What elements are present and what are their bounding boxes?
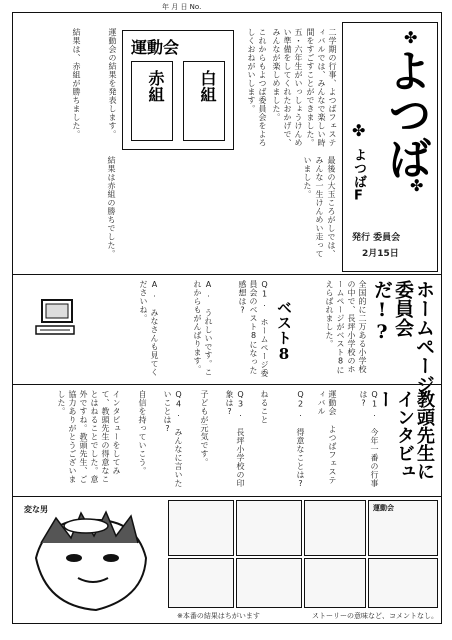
page-top-note: 年 月 日 No.: [162, 3, 202, 11]
sports-day-box: [122, 30, 234, 150]
newsletter-subtitle: よつばF: [351, 148, 366, 204]
comic-panel-4: [368, 500, 438, 556]
interview-a1: 運動会 よつばフェスティバル: [317, 390, 337, 485]
interview-title: 教頭先生にインタビュー: [374, 390, 435, 480]
sports-day-title: 運動会: [131, 38, 180, 57]
column-6: 最後の大玉ころがしでは、みんな一生けんめい走っていました。: [303, 156, 336, 258]
sports-caption: 結果は赤組の勝ちでした。: [107, 156, 116, 258]
character-label: 変な男: [24, 505, 48, 514]
column-1: 二学期の行事、よつばフェスティバルでは、みんなで楽しい時間をすごすことができました。: [306, 28, 337, 147]
interview-q3: Q3. 長坪小学校の印象は?: [225, 390, 245, 488]
comic-panel-1: [168, 500, 234, 556]
column-5: 運動会の結果を発表します。: [108, 28, 117, 139]
homepage-a1: A. うれしいです。これからもがんばります。: [193, 280, 213, 377]
homepage-best8: ベスト8: [275, 300, 293, 363]
white-team-label: 白組: [198, 70, 217, 103]
homepage-a2: A. みなさんも見てくださいね。: [139, 280, 159, 377]
issue-date: 2月15日: [362, 249, 399, 259]
interview-q4: Q4. みんなに言いたいことは?: [163, 390, 183, 488]
manga-note-left: ※本番の結果はちがいます: [177, 612, 260, 620]
computer-icon: [34, 298, 80, 338]
comic-panel-8: [368, 558, 438, 608]
newsletter-title: よつば: [380, 48, 431, 180]
homepage-title: ホームページ委員会だ!?: [371, 280, 435, 394]
interview-a3: 子どもが元気です。: [200, 390, 209, 467]
homepage-text: 全国的に二万ある小学校の中で、長坪小学校のホームページがベスト8にえらばれました。: [325, 280, 367, 375]
comic-panel-5: [168, 558, 234, 608]
flower-icon: ✤: [352, 121, 366, 140]
section-divider: [12, 274, 442, 275]
column-2: 五・六年生がいっしょうけんめい準備をしてくれたおかげで、みんなが楽しめました。: [272, 28, 303, 147]
comic-title: 運動会: [373, 504, 394, 512]
interview-a4: 自信を持っていこう。: [138, 390, 147, 475]
column-3: これからもよつば委員会をよろしくおねがいします。: [247, 28, 267, 147]
comic-panel-3: [304, 500, 366, 556]
column-4: 結果は、赤組が勝ちました。: [72, 28, 81, 139]
red-team-label: 赤組: [146, 70, 165, 103]
interview-q1: Q1. 今年一番の行事は?: [359, 390, 379, 488]
comic-panel-2: [236, 500, 302, 556]
flower-icon: ✤: [404, 28, 418, 47]
interview-a2: ねること: [260, 390, 269, 424]
comic-panel-7: [304, 558, 366, 608]
section-divider: [12, 384, 442, 385]
homepage-q1: Q1. ホームページ委員会のベスト8になった感想は?: [238, 280, 269, 378]
issuer: 発行 委員会: [352, 233, 401, 243]
red-team-box: [131, 61, 173, 141]
interview-q2: Q2. 得意なことは?: [296, 390, 305, 489]
section-divider: [12, 496, 442, 497]
comic-panel-6: [236, 558, 302, 608]
white-team-box: [183, 61, 225, 141]
flower-icon: ✤: [410, 176, 424, 195]
interview-closing: インタビューをしてみて、教頭先生の得意なことはねることでした。意外ですね。教頭先生、ご協力ありがとうございました。: [57, 390, 121, 484]
newsletter-page: [12, 3, 442, 632]
manga-note-right: ストーリーの意味など、コメントなし。: [312, 612, 438, 620]
manga-character: [16, 498, 166, 616]
